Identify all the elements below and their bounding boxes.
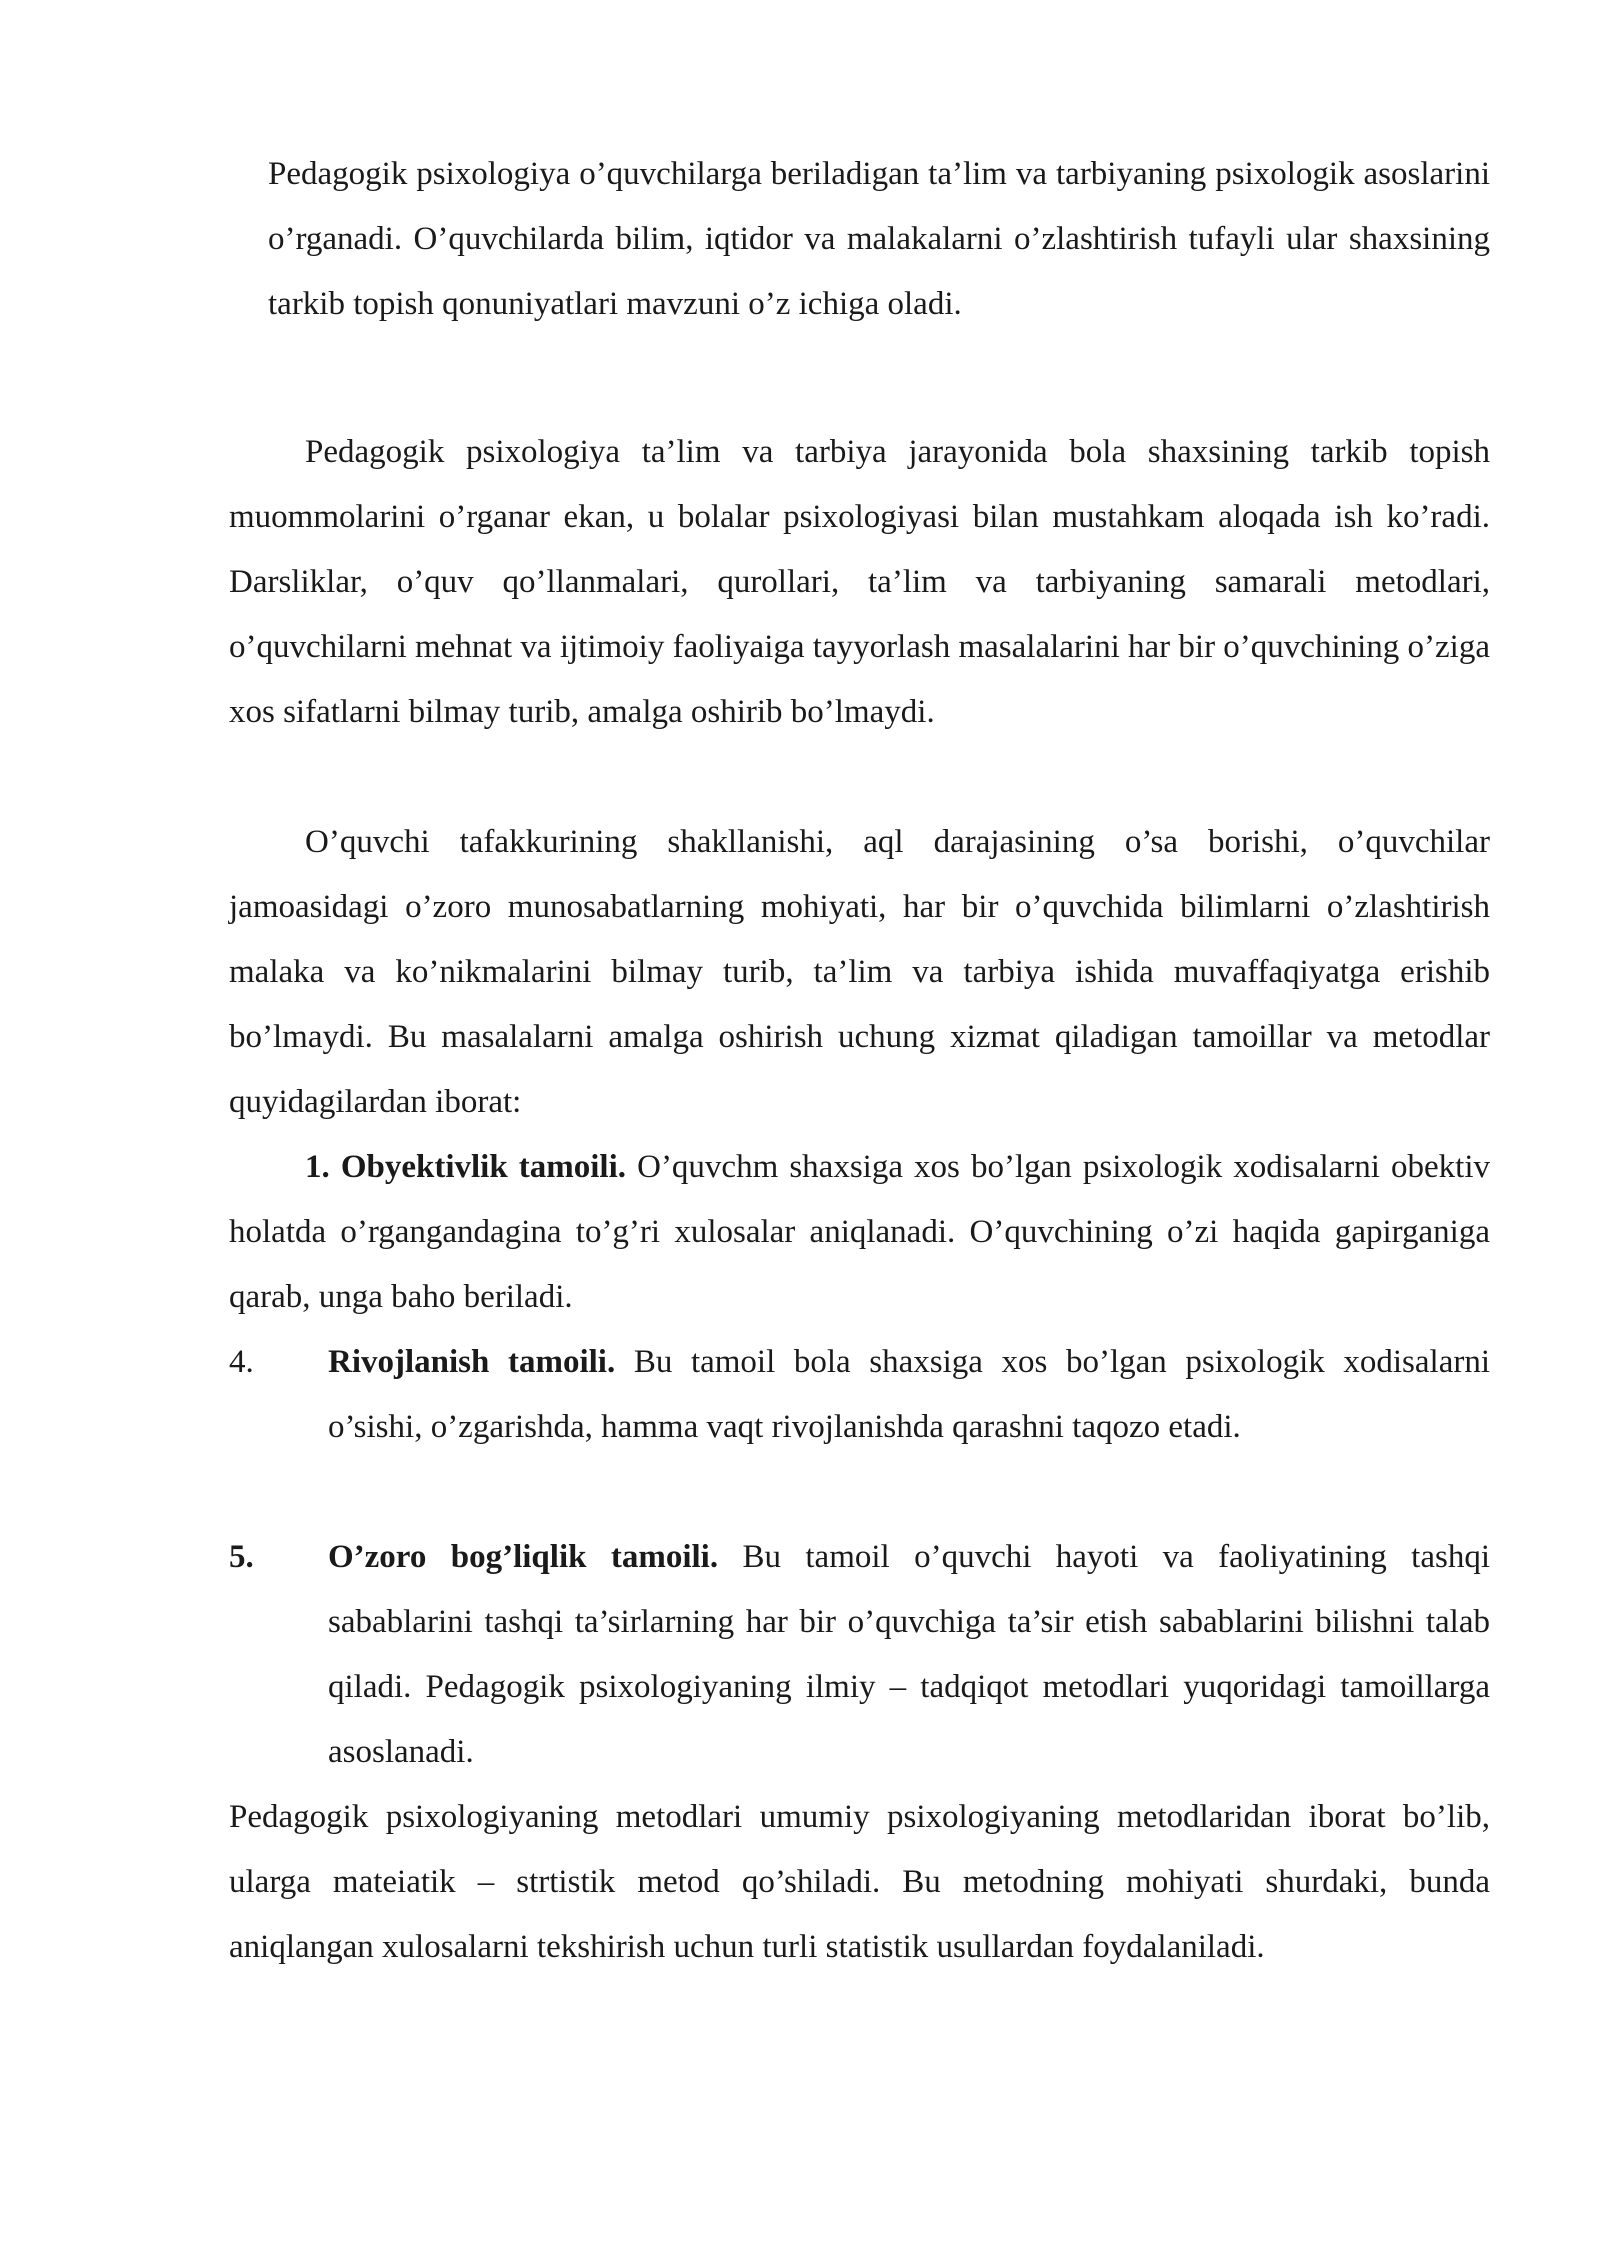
closing-paragraph: Pedagogik psixologiyaning metodlari umumiy psixologiyaning metodlaridan iborat bo’lib, ularga mateiatik – strtistik metod qo’shiladi. Bu metodning mohiyati shurdaki, bunda aniqlangan xulosalarni tekshirish uchun turli statistik usullardan foydalaniladi. — [229, 1799, 1490, 1965]
body-paragraph-2: O’quvchi tafakkurining shakllanishi, aql darajasining o’sa borishi, o’quvchilar jamoasidagi o’zoro munosabatlarning mohiyati, har bir o’quvchida bilimlarni o’zlashtirish malaka va ko’nikmalarini bilmay turib, ta’lim va tarbiya ishida muvaffaqiyatga erishib bo’lmaydi. Bu masalalarni amalga oshirish uchung xizmat qiladigan tamoillar va metodlar quyidagilardan iborat: — [229, 824, 1490, 1120]
principle-4-text: Bu tamoil bola shaxsiga xos bo’lgan psixologik xodisalarni o’sishi, o’zgarishda, hamma vaqt rivojlanishda qarashni taqozo etadi. — [328, 1344, 1490, 1445]
principle-5-body — [328, 1525, 1490, 1785]
intro-paragraph: Pedagogik psixologiya o’quvchilarga beriladigan ta’lim va tarbiyaning psixologik asoslarini o’rganadi. O’quvchilarda bilim, iqtidor va malakalarni o’zlashtirish tufayli ular shaxsining tarkib topish qonuniyatlari mavzuni o’z ichiga oladi. — [268, 156, 1490, 322]
principle-item-5 — [229, 1525, 1490, 1785]
body-paragraph-1: Pedagogik psixologiya ta’lim va tarbiya jarayonida bola shaxsining tarkib topish muommolarini o’rganar ekan, u bolalar psixologiyasi bilan mustahkam aloqada ish ko’radi. Darsliklar, o’quv qo’llanmalari, qurollari, ta’lim va tarbiyaning samarali metodlari, o’quvchilarni mehnat va ijtimoiy faoliyaiga tayyorlash masalalarini har bir o’quvchining o’ziga xos sifatlarni bilmay turib, amalga oshirib bo’lmaydi. — [229, 434, 1490, 730]
principle-5-text: Bu tamoil o’quvchi hayoti va faoliyatining tashqi sabablarini tashqi ta’sirlarning har bir o’quvchiga ta’sir etish sabablarini bilishni talab qiladi. Pedagogik psixologiyaning ilmiy – tadqiqot metodlari yuqoridagi tamoillarga asoslanadi. — [328, 1539, 1491, 1770]
principle-5-title: O’zoro bog’liqlik tamoili. — [328, 1539, 719, 1575]
principle-1-title: 1. Obyektivlik tamoili. — [305, 1149, 627, 1185]
principle-4-body — [328, 1330, 1490, 1460]
principle-item-1 — [229, 1135, 1490, 1330]
principle-4-number: 4. — [229, 1344, 254, 1380]
principle-5-number: 5. — [229, 1539, 254, 1575]
principle-4-title: Rivojlanish tamoili. — [328, 1344, 616, 1380]
principle-1-text: O’quvchm shaxsiga xos bo’lgan psixologik xodisalarni obektiv holatda o’rgangandagina to’g’ri xulosalar aniqlanadi. O’quvchining o’zi haqida gapirganiga qarab, unga baho beriladi. — [229, 1149, 1490, 1315]
principle-item-4 — [229, 1330, 1490, 1460]
